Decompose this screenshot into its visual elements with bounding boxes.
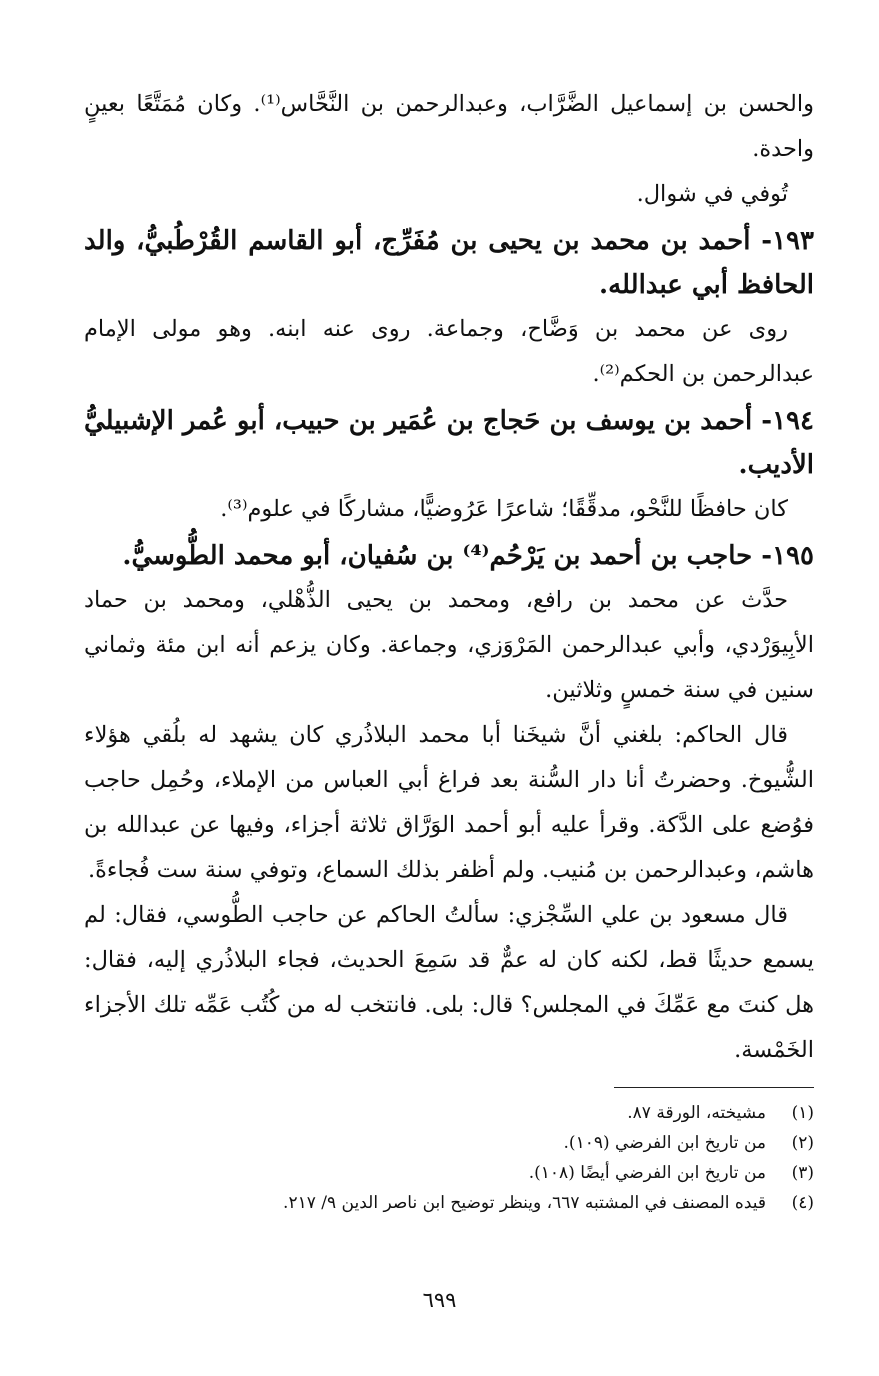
paragraph-continuation: والحسن بن إسماعيل الضَّرَّاب، وعبدالرحمن بن النَّحَّاس⁽¹⁾. وكان مُمَتَّعًا بعينٍ واحدة. (84, 91, 814, 162)
footnote-item (84, 1188, 814, 1218)
footnotes-list (84, 1098, 814, 1218)
footnote-divider (614, 1087, 814, 1088)
entry-193-heading: ١٩٣- أحمد بن محمد بن يحيى بن مُفَرِّج، أبو القاسم القُرْطُبيُّ، والد الحافظ أبي عبدالله. (84, 226, 814, 300)
footnote-mark: (٣) (791, 1163, 814, 1183)
footnote-text: قيده المصنف في المشتبه ٦٦٧، وينظر توضيح ابن ناصر الدين ٩/ ٢١٧. (283, 1193, 766, 1213)
footnote-mark: (٤) (791, 1193, 814, 1213)
entry-195-text-1: حدَّث عن محمد بن رافع، ومحمد بن يحيى الذُّهْلي، ومحمد بن حماد الأبِيوَرْدي، وأبي عبدالرحمن المَرْوَزي، وجماعة. وكان يزعم أنه ابن مئة وثماني سنين في سنة خمسٍ وثلاثين. (84, 587, 814, 703)
footnote-text: من تاريخ ابن الفرضي أيضًا (١٠٨). (528, 1163, 766, 1183)
footnote-item (84, 1158, 814, 1188)
entry-195-text-2: قال الحاكم: بلغني أنَّ شيخَنا أبا محمد البلاذُري كان يشهد له بلُقي هؤلاء الشُّيوخ. وحضرتُ أنا دار السُّنة بعد فراغ أبي العباس من الإملاء، وحُمِل حاجب فوُضع على الدَّكة. وقرأ عليه أبو أحمد الوَرَّاق ثلاثة أجزاء، وفيها عن عبدالله بن هاشم، وعبدالرحمن بن مُنيب. ولم أظفر بذلك السماع، وتوفي سنة ست فُجاءةً. (84, 722, 814, 883)
entry-194-text: كان حافظًا للنَّحْو، مدقِّقًا؛ شاعرًا عَرُوضيًّا، مشاركًا في علوم⁽³⁾. (220, 496, 788, 522)
entry-195-heading: ١٩٥- حاجب بن أحمد بن يَرْحُم⁽⁴⁾ بن سُفيان، أبو محمد الطُّوسيُّ. (122, 541, 814, 571)
page-number: ٦٩٩ (422, 1288, 457, 1312)
entry-194-heading: ١٩٤- أحمد بن يوسف بن حَجاج بن عُمَير بن حبيب، أبو عُمر الإشبيليُّ الأديب. (84, 406, 814, 480)
footnote-mark: (٢) (791, 1133, 814, 1153)
footnote-mark: (١) (791, 1103, 814, 1123)
paragraph-death-note: تُوفي في شوال. (636, 181, 788, 207)
footnote-text: من تاريخ ابن الفرضي (١٠٩). (563, 1133, 766, 1153)
footnote-text: مشيخته، الورقة ٨٧. (627, 1103, 766, 1123)
entry-195-text-3: قال مسعود بن علي السِّجْزي: سألتُ الحاكم عن حاجب الطُّوسي، فقال: لم يسمع حديثًا قط، لكنه كان له عمٌّ قد سَمِعَ الحديث، فجاء البلاذُري إليه، فقال: هل كنتَ مع عَمِّكَ في المجلس؟ قال: بلى. فانتخب له من كُتُب عَمِّه تلك الأجزاء الخَمْسة. (84, 902, 814, 1063)
footnote-item (84, 1128, 814, 1158)
entry-193-text: روى عن محمد بن وَضَّاح، وجماعة. روى عنه ابنه. وهو مولى الإمام عبدالرحمن بن الحكم⁽²⁾. (84, 316, 814, 387)
footnote-item (84, 1098, 814, 1128)
page-body (84, 82, 814, 1218)
